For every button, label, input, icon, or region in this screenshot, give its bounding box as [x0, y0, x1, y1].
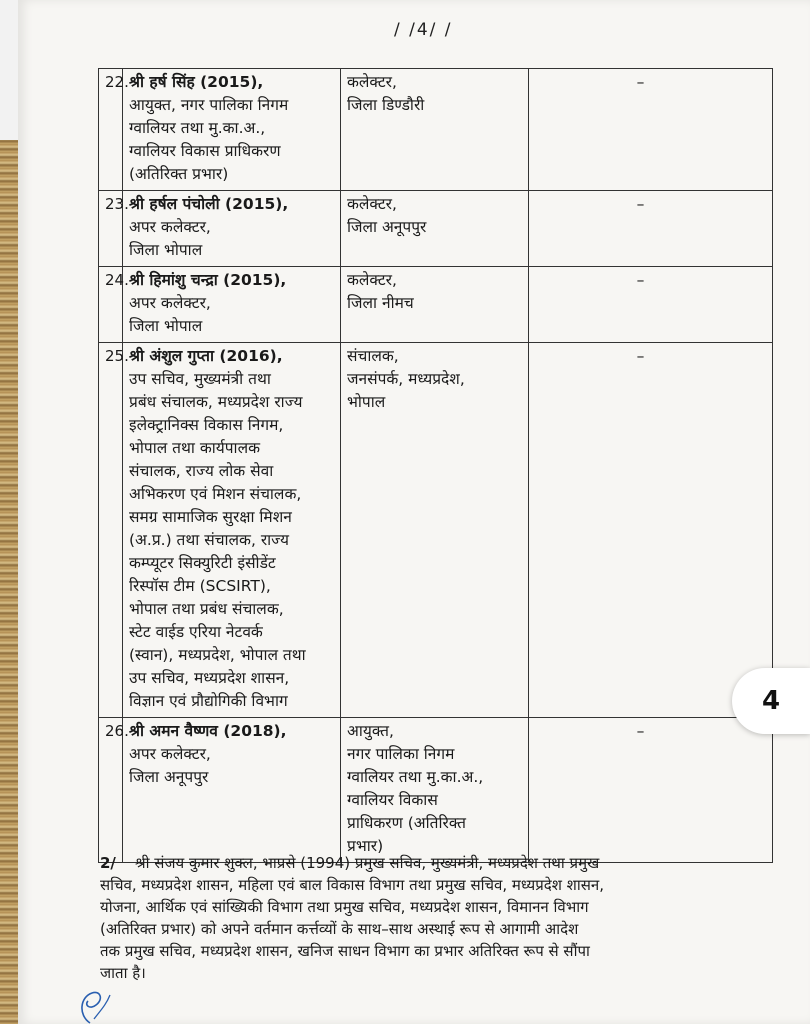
current-post-line: आयुक्त, नगर पालिका निगम [129, 96, 289, 114]
serial-number: 25. [105, 347, 129, 365]
new-post-cell [341, 343, 529, 718]
current-post-line: इलेक्ट्रानिक्स विकास निगम, [129, 416, 284, 434]
current-post-line: प्रबंध संचालक, मध्यप्रदेश राज्य [129, 393, 303, 411]
new-post-line: जिला डिण्डौरी [347, 96, 425, 114]
new-post-cell [341, 718, 529, 863]
new-post-line: ग्वालियर तथा मु.का.अ., [347, 768, 484, 786]
remark-dash: – [636, 271, 645, 289]
officer-name: श्री हिमांशु चन्द्रा (2015), [129, 271, 287, 289]
current-post-line: ग्वालियर तथा मु.का.अ., [129, 119, 266, 137]
new-post-line: कलेक्टर, [347, 271, 397, 289]
table-row [99, 343, 773, 718]
new-post-line: आयुक्त, [347, 722, 394, 740]
new-post-line: जिला अनूपपुर [347, 218, 427, 236]
current-post-line: (अ.प्र.) तथा संचालक, राज्य [129, 531, 290, 549]
paragraph-line [100, 852, 750, 874]
current-post-line: संचालक, राज्य लोक सेवा [129, 462, 274, 480]
current-post-line: अपर कलेक्टर, [129, 218, 211, 236]
current-post-line: जिला भोपाल [129, 317, 203, 335]
officer-cell [123, 718, 341, 863]
signature-scribble [70, 975, 120, 1024]
current-post-line: अपर कलेक्टर, [129, 294, 211, 312]
officer-transfer-table [98, 68, 773, 863]
table-row [99, 718, 773, 863]
officer-name: श्री अमन वैष्णव (2018), [129, 722, 287, 740]
table-row [99, 191, 773, 267]
new-post-line: कलेक्टर, [347, 73, 397, 91]
left-background-top [0, 0, 18, 140]
remark-cell [529, 718, 773, 863]
paragraph-line: सचिव, मध्यप्रदेश शासन, महिला एवं बाल विकास विभाग तथा प्रमुख सचिव, मध्यप्रदेश शासन, [100, 876, 604, 894]
new-post-line: नगर पालिका निगम [347, 745, 455, 763]
remark-dash: – [636, 347, 645, 365]
current-post-line: अपर कलेक्टर, [129, 745, 211, 763]
new-post-line: प्राधिकरण (अतिरिक्त [347, 814, 466, 832]
new-post-line: संचालक, [347, 347, 399, 365]
serial-number: 23. [105, 195, 129, 213]
officer-name: श्री हर्ष सिंह (2015), [129, 73, 264, 91]
remark-cell [529, 267, 773, 343]
new-post-line: कलेक्टर, [347, 195, 397, 213]
page-count-badge[interactable]: 4 [732, 668, 810, 734]
serial-number-cell [99, 69, 129, 191]
remark-cell [529, 343, 773, 718]
serial-number: 26. [105, 722, 129, 740]
current-post-line: रिस्पॉस टीम (SCSIRT), [129, 577, 271, 595]
current-post-line: स्टेट वाईड एरिया नेटवर्क [129, 623, 263, 641]
order-paragraph [100, 852, 750, 984]
table-row [99, 267, 773, 343]
paragraph-line: योजना, आर्थिक एवं सांख्यिकी विभाग तथा प्रमुख सचिव, मध्यप्रदेश शासन, विमानन विभाग [100, 898, 589, 916]
current-post-line: उप सचिव, मध्यप्रदेश शासन, [129, 669, 290, 687]
serial-number: 24. [105, 271, 129, 289]
remark-dash: – [636, 722, 645, 740]
new-post-cell [341, 267, 529, 343]
officer-cell [123, 343, 341, 718]
current-post-line: कम्प्यूटर सिक्युरिटी इंसीडेंट [129, 554, 276, 572]
current-post-line: विज्ञान एवं प्रौद्योगिकी विभाग [129, 692, 288, 710]
new-post-line: जिला नीमच [347, 294, 414, 312]
remark-dash: – [636, 73, 645, 91]
table-row [99, 69, 773, 191]
officer-cell [123, 267, 341, 343]
officer-name: श्री अंशुल गुप्ता (2016), [129, 347, 283, 365]
remark-cell [529, 69, 773, 191]
current-post-line: (स्वान), मध्यप्रदेश, भोपाल तथा [129, 646, 306, 664]
new-post-line: जनसंपर्क, मध्यप्रदेश, [347, 370, 465, 388]
serial-number-cell [99, 343, 129, 718]
paragraph-line: जाता है। [100, 964, 146, 982]
current-post-line: जिला अनूपपुर [129, 768, 209, 786]
current-post-line: उप सचिव, मुख्यमंत्री तथा [129, 370, 271, 388]
left-background-strip [0, 0, 18, 1024]
page-number: / /4/ / [394, 20, 453, 40]
officer-cell [123, 191, 341, 267]
paragraph-number: 2/ [100, 854, 116, 872]
officer-cell [123, 69, 341, 191]
new-post-line: ग्वालियर विकास [347, 791, 438, 809]
current-post-line: भोपाल तथा कार्यपालक [129, 439, 260, 457]
new-post-line: प्रभार) [347, 837, 384, 855]
serial-number-cell [99, 718, 129, 863]
officer-name: श्री हर्षल पंचोली (2015), [129, 195, 289, 213]
remark-dash: – [636, 195, 645, 213]
paragraph-line: (अतिरिक्त प्रभार) को अपने वर्तमान कर्त्तव्यों के साथ–साथ अस्थाई रूप से आगामी आदेश [100, 920, 579, 938]
new-post-cell [341, 191, 529, 267]
current-post-line: भोपाल तथा प्रबंध संचालक, [129, 600, 284, 618]
serial-number-cell [99, 191, 129, 267]
current-post-line: जिला भोपाल [129, 241, 203, 259]
current-post-line: समग्र सामाजिक सुरक्षा मिशन [129, 508, 292, 526]
current-post-line: (अतिरिक्त प्रभार) [129, 165, 229, 183]
paragraph-line: तक प्रमुख सचिव, मध्यप्रदेश शासन, खनिज साधन विभाग का प्रभार अतिरिक्त रूप से सौंपा [100, 942, 590, 960]
paragraph-line-text: श्री संजय कुमार शुक्ल, भाप्रसे (1994) प्रमुख सचिव, मुख्यमंत्री, मध्यप्रदेश तथा प्रमुख [135, 854, 600, 872]
new-post-line: भोपाल [347, 393, 386, 411]
new-post-cell [341, 69, 529, 191]
serial-number: 22. [105, 73, 129, 91]
current-post-line: अभिकरण एवं मिशन संचालक, [129, 485, 302, 503]
remark-cell [529, 191, 773, 267]
current-post-line: ग्वालियर विकास प्राधिकरण [129, 142, 281, 160]
serial-number-cell [99, 267, 129, 343]
